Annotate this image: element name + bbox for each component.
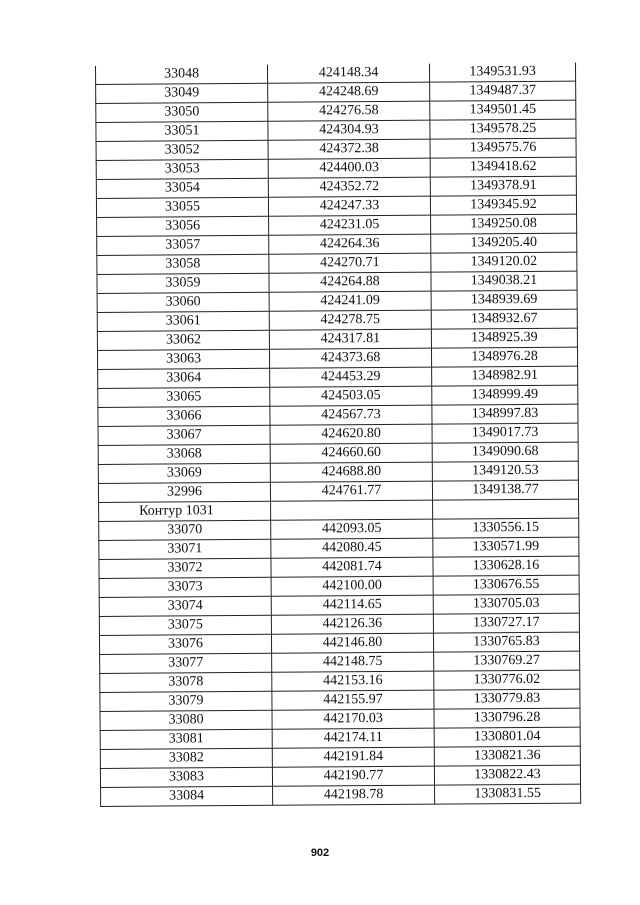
y-coordinate-cell: 1349345.92 (430, 195, 576, 215)
x-coordinate-cell: 424248.69 (268, 82, 430, 102)
y-coordinate-cell: 1330571.99 (433, 537, 579, 557)
point-number-cell: 33078 (100, 672, 272, 692)
x-coordinate-cell: 442191.84 (272, 747, 434, 767)
table-row (100, 689, 580, 711)
point-number-cell: 33079 (100, 691, 272, 711)
y-coordinate-cell: 1330628.16 (433, 556, 579, 576)
y-coordinate-cell: 1330779.83 (434, 689, 580, 709)
table-row (97, 347, 577, 369)
y-coordinate-cell: 1348976.28 (431, 347, 577, 367)
y-coordinate-cell: 1349378.91 (430, 176, 576, 196)
y-coordinate-cell: 1330676.55 (433, 575, 579, 595)
point-number-cell: 33056 (97, 216, 269, 236)
point-number-cell: 33071 (99, 539, 271, 559)
point-number-cell: 33084 (101, 786, 273, 806)
point-number-cell: 33051 (96, 121, 268, 141)
y-coordinate-cell: 1330822.43 (434, 765, 580, 785)
y-coordinate-cell: 1348982.91 (432, 366, 578, 386)
x-coordinate-cell: 442155.97 (272, 690, 434, 710)
x-coordinate-cell: 442114.65 (271, 595, 433, 615)
point-number-cell: 33050 (96, 102, 268, 122)
point-number-cell: 33058 (97, 254, 269, 274)
coordinates-table-body (95, 63, 580, 807)
x-coordinate-cell: 424503.05 (270, 386, 432, 406)
point-number-cell: 33070 (99, 520, 271, 540)
table-row (101, 784, 581, 806)
x-coordinate-cell: 424567.73 (270, 405, 432, 425)
point-number-cell: 33048 (95, 65, 267, 85)
point-number-cell: 33066 (98, 406, 270, 426)
y-coordinate-cell: 1330831.55 (435, 784, 581, 804)
table-row (98, 366, 578, 388)
y-coordinate-cell: 1348932.67 (431, 309, 577, 329)
table-row (99, 575, 579, 597)
document-page (95, 63, 580, 807)
x-coordinate-cell: 424231.05 (269, 215, 431, 235)
point-number-cell: 33057 (97, 235, 269, 255)
x-coordinate-cell: 442093.05 (271, 519, 433, 539)
table-row (98, 423, 578, 445)
table-row (99, 613, 579, 635)
point-number-cell: 33062 (97, 330, 269, 350)
point-number-cell: 33054 (96, 178, 268, 198)
y-coordinate-cell: 1349205.40 (431, 233, 577, 253)
y-coordinate-cell: 1349531.93 (429, 63, 575, 83)
point-number-cell: 33080 (100, 710, 272, 730)
y-coordinate-cell: 1330556.15 (433, 518, 579, 538)
table-row (97, 328, 577, 350)
coordinates-table (95, 63, 581, 807)
point-number-cell: 33077 (100, 653, 272, 673)
y-coordinate-cell: 1348999.49 (432, 385, 578, 405)
y-coordinate-cell: 1330727.17 (433, 613, 579, 633)
table-row (97, 252, 577, 274)
y-coordinate-cell: 1349250.08 (431, 214, 577, 234)
point-number-cell: 33072 (99, 558, 271, 578)
point-number-cell: 33069 (98, 463, 270, 483)
point-number-cell: 33049 (96, 83, 268, 103)
y-coordinate-cell: 1349578.25 (430, 119, 576, 139)
table-row (97, 233, 577, 255)
x-coordinate-cell: 424264.88 (269, 272, 431, 292)
y-coordinate-cell: 1349575.76 (430, 138, 576, 158)
point-number-cell: 33082 (100, 748, 272, 768)
point-number-cell: 33083 (100, 767, 272, 787)
point-number-cell: 33060 (97, 292, 269, 312)
point-number-cell: 33061 (97, 311, 269, 331)
point-number-cell: 33059 (97, 273, 269, 293)
x-coordinate-cell: 442153.16 (272, 671, 434, 691)
point-number-cell: 33075 (99, 615, 271, 635)
x-coordinate-cell: 424688.80 (270, 462, 432, 482)
x-coordinate-cell: 424660.60 (270, 443, 432, 463)
x-coordinate-cell: 424241.09 (269, 291, 431, 311)
x-coordinate-cell: 442174.11 (272, 728, 434, 748)
x-coordinate-cell: 424278.75 (269, 310, 431, 330)
x-coordinate-cell: 442148.75 (272, 652, 434, 672)
x-coordinate-cell: 424400.03 (268, 158, 430, 178)
y-coordinate-cell: 1348939.69 (431, 290, 577, 310)
x-coordinate-cell: 442190.77 (272, 766, 434, 786)
table-row (99, 594, 579, 616)
x-coordinate-cell: 424304.93 (268, 120, 430, 140)
y-coordinate-cell: 1330769.27 (434, 651, 580, 671)
x-coordinate-cell: 424372.38 (268, 139, 430, 159)
y-coordinate-cell: 1349120.53 (432, 461, 578, 481)
page-number: 902 (310, 847, 330, 859)
table-row (97, 214, 577, 236)
x-coordinate-cell (271, 500, 433, 520)
table-row (100, 670, 580, 692)
y-coordinate-cell: 1349487.37 (430, 81, 576, 101)
x-coordinate-cell: 424264.36 (269, 234, 431, 254)
y-coordinate-cell: 1349138.77 (432, 480, 578, 500)
table-row (99, 632, 579, 654)
table-row (96, 195, 576, 217)
point-number-cell: 33073 (99, 577, 271, 597)
point-number-cell: 32996 (98, 482, 270, 502)
table-row (97, 290, 577, 312)
x-coordinate-cell: 442146.80 (271, 633, 433, 653)
x-coordinate-cell: 424276.58 (268, 101, 430, 121)
point-number-cell: 33081 (100, 729, 272, 749)
point-number-cell: 33068 (98, 444, 270, 464)
point-number-cell: 33076 (99, 634, 271, 654)
table-row (97, 309, 577, 331)
x-coordinate-cell: 424270.71 (269, 253, 431, 273)
y-coordinate-cell: 1349418.62 (430, 157, 576, 177)
table-row (98, 461, 578, 483)
x-coordinate-cell: 442198.78 (273, 785, 435, 805)
table-row (99, 537, 579, 559)
x-coordinate-cell: 424317.81 (269, 329, 431, 349)
contour-label: Контур 1031 (99, 501, 271, 521)
x-coordinate-cell: 424620.80 (270, 424, 432, 444)
x-coordinate-cell: 424373.68 (269, 348, 431, 368)
y-coordinate-cell: 1330705.03 (433, 594, 579, 614)
point-number-cell: 33067 (98, 425, 270, 445)
y-coordinate-cell: 1330796.28 (434, 708, 580, 728)
y-coordinate-cell: 1330776.02 (434, 670, 580, 690)
table-row (99, 518, 579, 540)
point-number-cell: 33063 (97, 349, 269, 369)
y-coordinate-cell (433, 499, 579, 519)
x-coordinate-cell: 424148.34 (267, 64, 429, 84)
table-row (98, 442, 578, 464)
x-coordinate-cell: 424352.72 (268, 177, 430, 197)
y-coordinate-cell: 1349017.73 (432, 423, 578, 443)
y-coordinate-cell: 1349501.45 (430, 100, 576, 120)
y-coordinate-cell: 1330765.83 (433, 632, 579, 652)
y-coordinate-cell: 1349090.68 (432, 442, 578, 462)
point-number-cell: 33074 (99, 596, 271, 616)
y-coordinate-cell: 1349120.02 (431, 252, 577, 272)
table-row (98, 404, 578, 426)
y-coordinate-cell: 1348997.83 (432, 404, 578, 424)
table-row (98, 385, 578, 407)
x-coordinate-cell: 424247.33 (268, 196, 430, 216)
x-coordinate-cell: 424453.29 (270, 367, 432, 387)
table-row (98, 480, 578, 502)
point-number-cell: 33053 (96, 159, 268, 179)
x-coordinate-cell: 442081.74 (271, 557, 433, 577)
table-row (100, 708, 580, 730)
table-row (100, 651, 580, 673)
point-number-cell: 33064 (98, 368, 270, 388)
table-row (97, 271, 577, 293)
x-coordinate-cell: 442080.45 (271, 538, 433, 558)
point-number-cell: 33052 (96, 140, 268, 160)
point-number-cell: 33055 (96, 197, 268, 217)
y-coordinate-cell: 1349038.21 (431, 271, 577, 291)
y-coordinate-cell: 1348925.39 (431, 328, 577, 348)
x-coordinate-cell: 442126.36 (271, 614, 433, 634)
y-coordinate-cell: 1330821.36 (434, 746, 580, 766)
x-coordinate-cell: 442170.03 (272, 709, 434, 729)
x-coordinate-cell: 442100.00 (271, 576, 433, 596)
y-coordinate-cell: 1330801.04 (434, 727, 580, 747)
table-row (99, 556, 579, 578)
x-coordinate-cell: 424761.77 (270, 481, 432, 501)
point-number-cell: 33065 (98, 387, 270, 407)
